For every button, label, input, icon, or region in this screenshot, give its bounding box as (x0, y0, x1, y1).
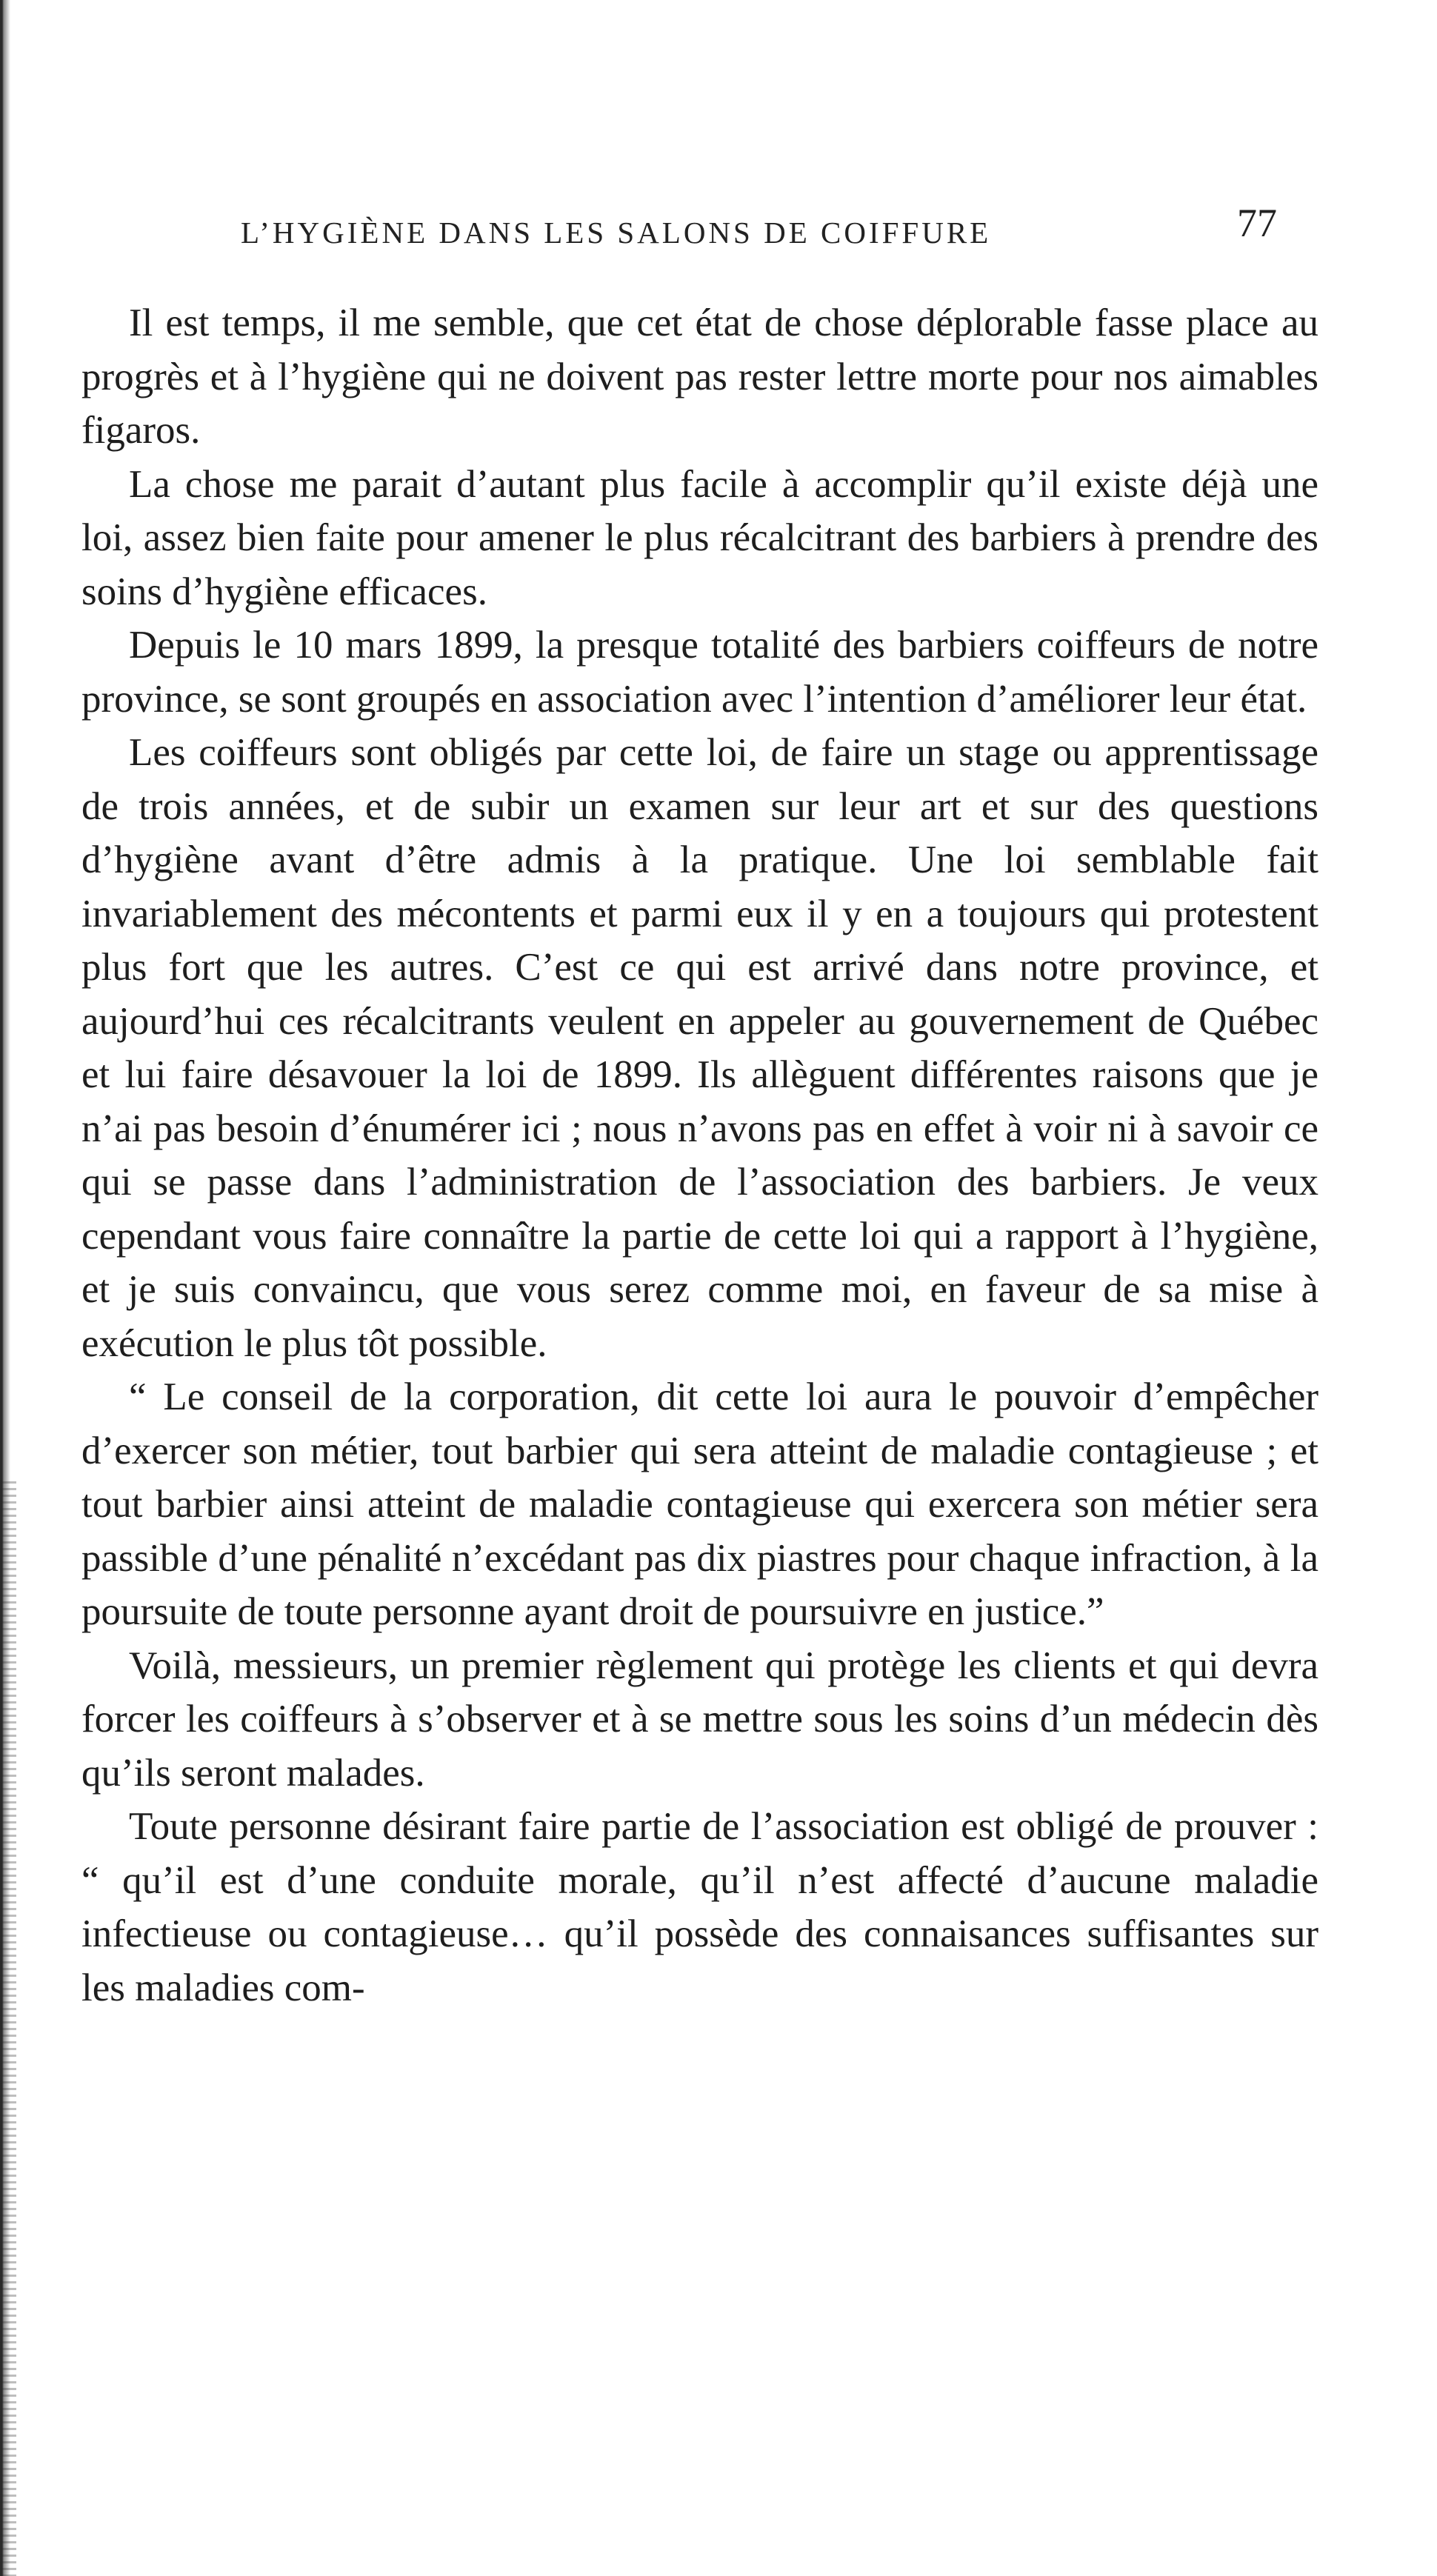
paragraph: Voilà, messieurs, un premier règlement qui protège les clients et qui devra forcer les coiffeurs à s’observer et à se mettre sous les soins d’un médecin dès qu’ils seront malades. (81, 1644, 1318, 1795)
book-page (81, 193, 1318, 2009)
body-text (81, 296, 1318, 2015)
page-number: 77 (1237, 201, 1277, 245)
paragraph: Toute personne désirant faire partie de l’association est obligé de prouver : “ qu’il est d’une conduite morale, qu’il n’est affecté d’aucune maladie infectieuse ou contagieuse… qu’il possède des connaisances suffisantes sur les maladies com- (81, 1805, 1318, 2009)
paragraph: Depuis le 10 mars 1899, la presque totalité des barbiers coiffeurs de notre province, se sont groupés en association avec l’intention d’améliorer leur état. (81, 624, 1318, 721)
scan-noise (0, 1481, 16, 2576)
paragraph: La chose me parait d’autant plus facile à accomplir qu’il existe déjà une loi, assez bien faite pour amener le plus récalcitrant des barbiers à prendre des soins d’hygiène efficaces. (81, 462, 1318, 613)
running-head (81, 193, 1318, 252)
paragraph: Les coiffeurs sont obligés par cette loi, de faire un stage ou apprentissage de trois années, et de subir un examen sur leur art et sur des questions d’hygiène avant d’être admis à la pratique. Une loi semblable fait invariablement des mécontents et parmi eux il y en a toujours qui protestent plus fort que les autres. C’est ce qui est arrivé dans notre province, et aujourd’hui ces récalcitrants veulent en appeler au gouvernement de Québec et lui faire désavouer la loi de 1899. Ils allèguent différentes raisons que je n’ai pas besoin d’énumérer ici ; nous n’avons pas en effet à voir ni à savoir ce qui se passe dans l’administration de l’association des barbiers. Je veux cependant vous faire connaître la partie de cette loi qui a rapport à l’hygiène, et je suis convaincu, que vous serez comme moi, en faveur de sa mise à exécution le plus tôt possible. (81, 731, 1318, 1365)
paragraph: “ Le conseil de la corporation, dit cette loi aura le pouvoir d’empêcher d’exercer son métier, tout barbier qui sera atteint de maladie contagieuse ; et tout barbier ainsi atteint de maladie contagieuse qui exercera son métier sera passible d’une pénalité n’excédant pas dix piastres pour chaque infraction, à la poursuite de toute personne ayant droit de poursuivre en justice.” (81, 1375, 1318, 1633)
running-title: L’HYGIÈNE DANS LES SALONS DE COIFFURE (241, 216, 992, 250)
paragraph: Il est temps, il me semble, que cet état de chose déplorable fasse place au progrès et à l’hygiène qui ne doivent pas rester lettre morte pour nos aimables figaros. (81, 301, 1318, 452)
